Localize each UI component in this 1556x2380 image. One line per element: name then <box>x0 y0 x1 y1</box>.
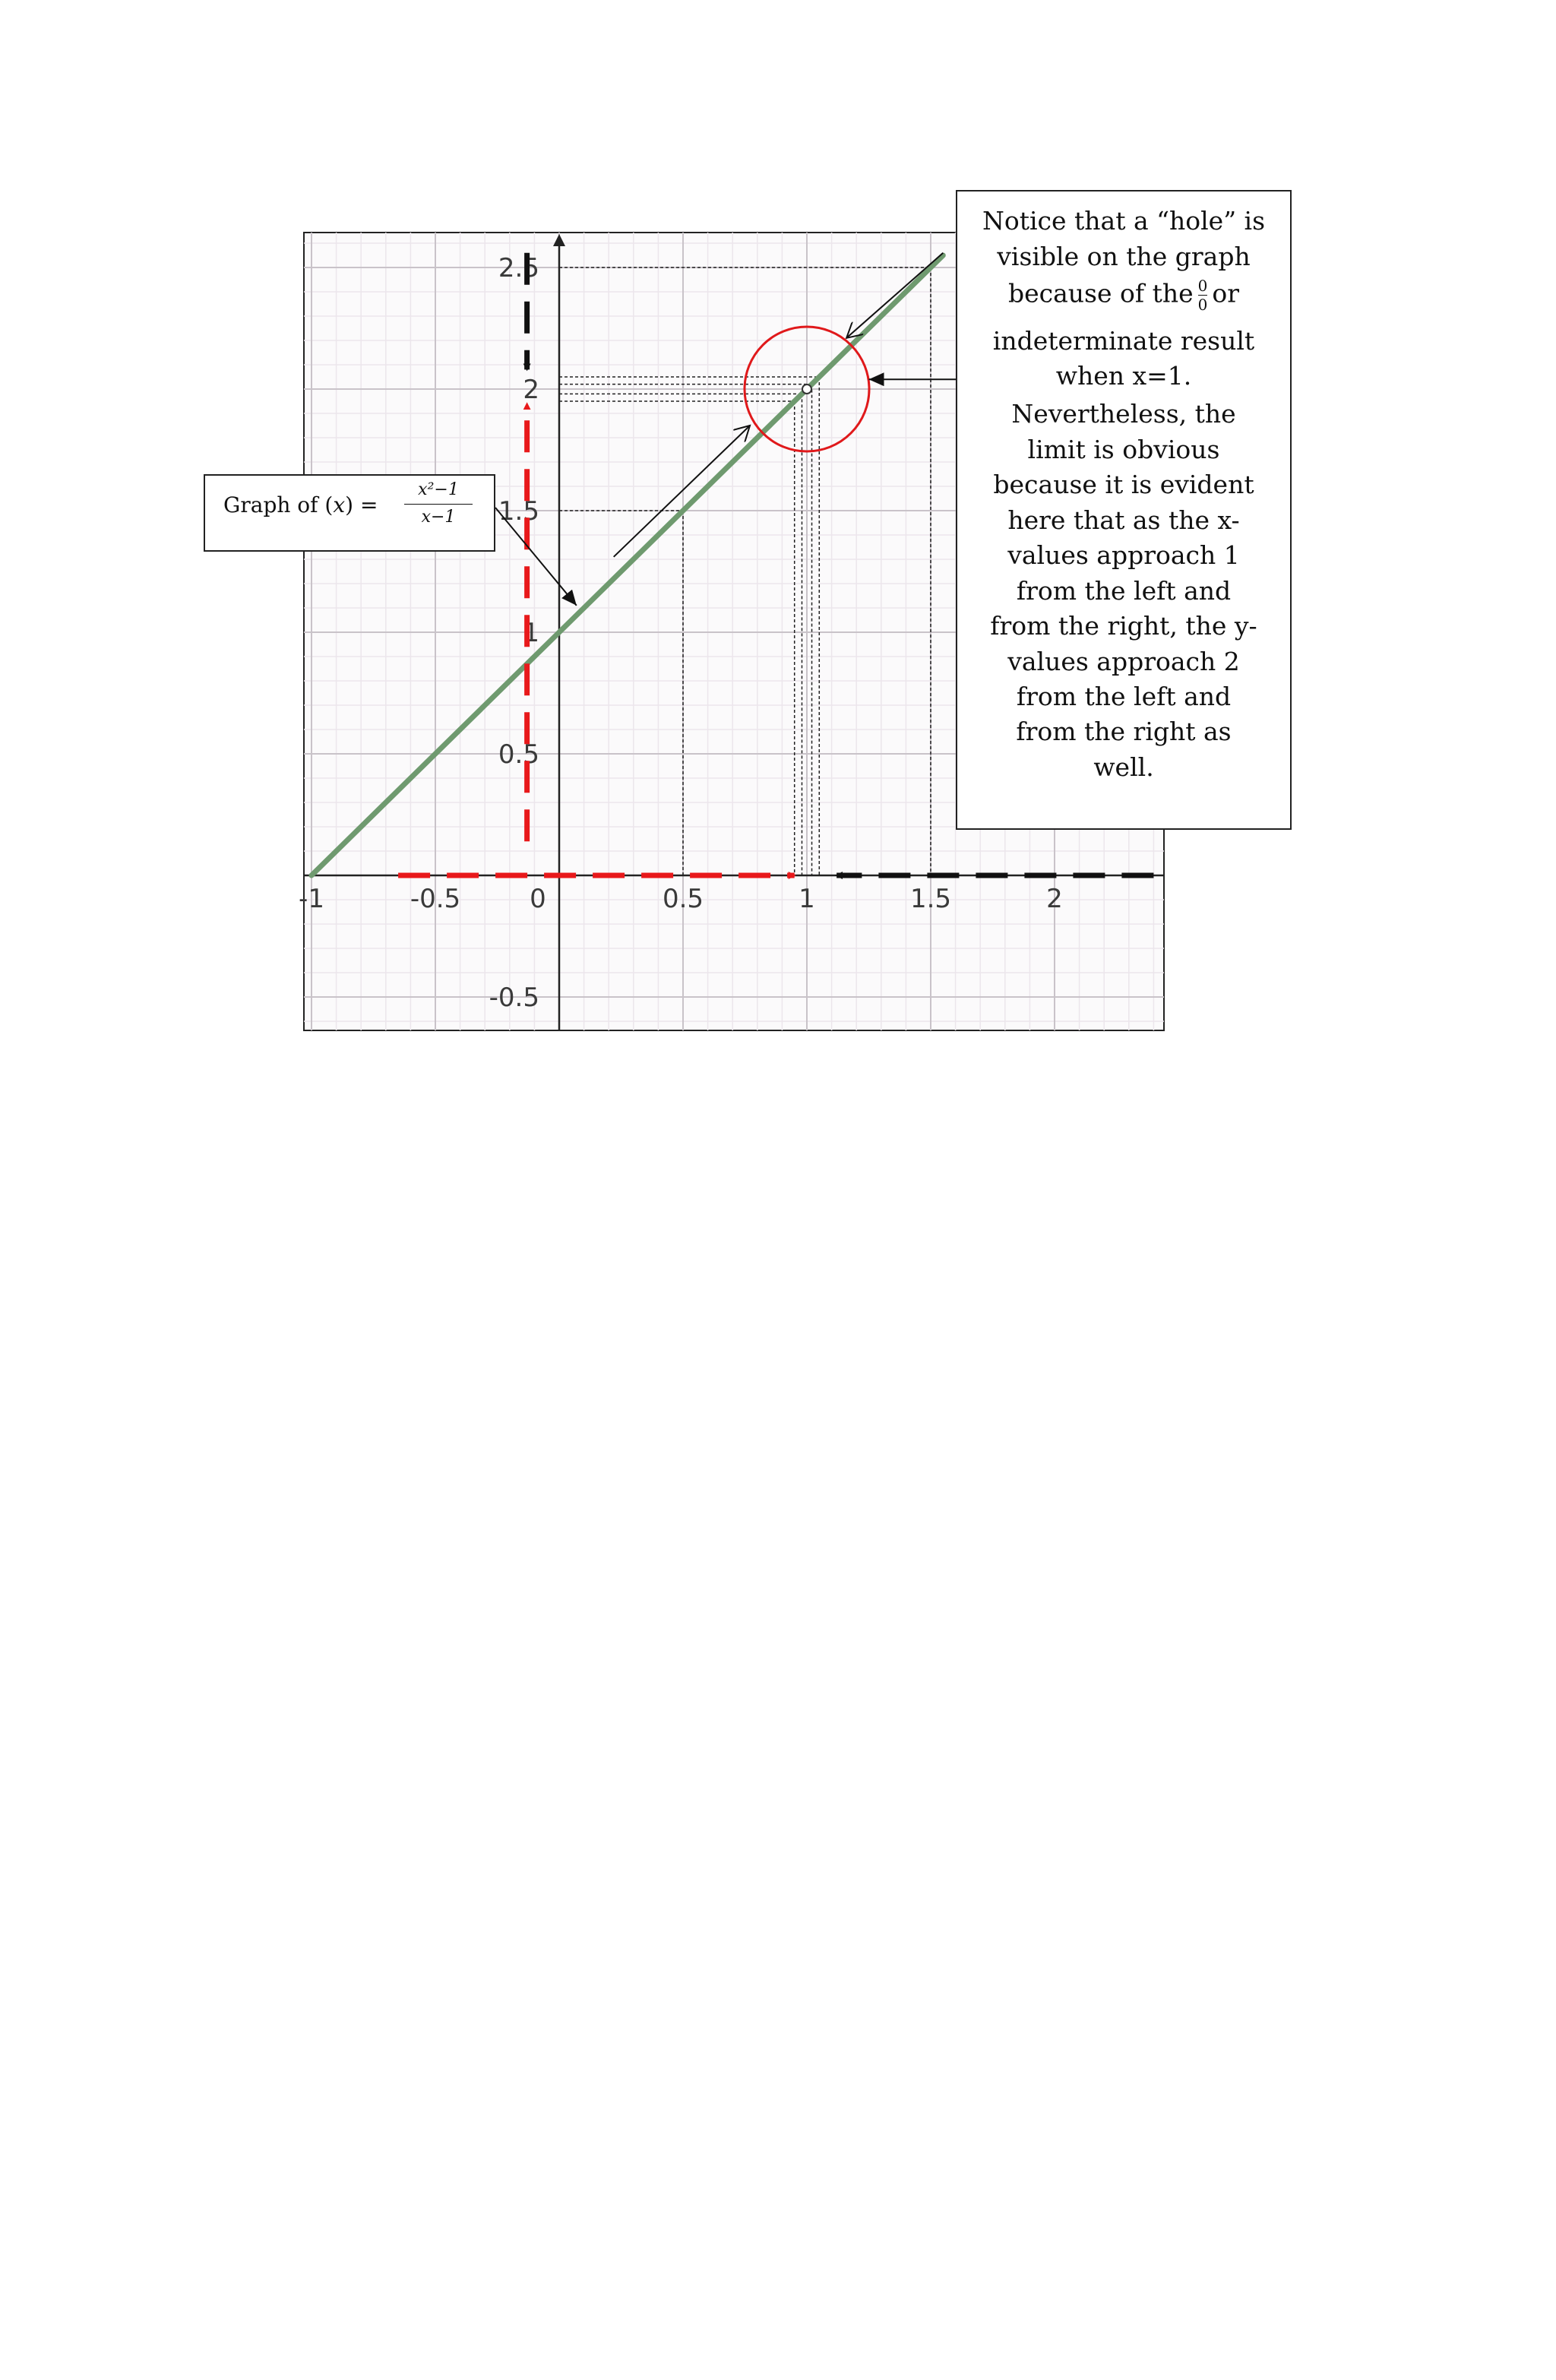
fraction-denominator: x−1 <box>421 508 456 527</box>
note-line: Notice that a “hole” is <box>982 206 1266 236</box>
y-tick-label: 1.5 <box>498 496 539 527</box>
note-line: from the left and <box>1016 576 1232 606</box>
frac-num: 0 <box>1197 277 1208 295</box>
zero-over-zero <box>1198 278 1208 312</box>
y-tick-label: -0.5 <box>489 983 539 1013</box>
note-line: values approach 1 <box>1007 540 1240 570</box>
note-line: because it is evident <box>993 470 1254 499</box>
note-line: limit is obvious <box>1027 435 1220 464</box>
note-line: visible on the graph <box>997 242 1251 271</box>
note-line: here that as the x- <box>1007 505 1240 535</box>
x-tick-label: 1.5 <box>909 884 952 914</box>
x-tick-label: 0.5 <box>662 884 704 914</box>
fraction-bar <box>404 504 473 505</box>
x-tick-label: -0.5 <box>410 884 461 914</box>
hole-marker <box>802 385 811 394</box>
note-line: well. <box>1093 752 1154 782</box>
graph-label-fraction <box>404 480 473 527</box>
note-line: from the right as <box>1016 717 1232 746</box>
frac-den: 0 <box>1197 296 1208 314</box>
note-line: because of the <box>1007 278 1194 309</box>
y-tick-label: 2.5 <box>498 253 539 283</box>
graph-label-text <box>223 492 378 517</box>
graph-label-suffix: ) = <box>345 492 378 517</box>
fraction-numerator: x²−1 <box>418 480 459 499</box>
x-tick-label: 1 <box>799 884 815 914</box>
y-tick-label: 1 <box>523 618 539 648</box>
x-tick-label: -1 <box>299 884 324 914</box>
note-line: indeterminate result <box>992 326 1255 356</box>
x-tick-label: 2 <box>1046 884 1063 914</box>
note-line: when x=1. <box>1055 361 1192 391</box>
note-line-fraction <box>957 278 1290 312</box>
y-tick-label: 2 <box>523 375 539 405</box>
note-line: from the right, the y- <box>990 611 1257 641</box>
note-line: values approach 2 <box>1007 647 1240 676</box>
x-tick-label: 0 <box>530 884 546 914</box>
y-tick-label: 0.5 <box>498 739 539 770</box>
graph-label-box <box>204 474 495 552</box>
graph-label-prefix: Graph of ( <box>223 492 334 517</box>
note-line: Nevertheless, the <box>1011 399 1236 429</box>
note-box <box>956 190 1292 830</box>
note-line: from the left and <box>1016 682 1232 711</box>
graph-label-var: x <box>333 492 346 517</box>
note-line: or <box>1212 278 1240 309</box>
